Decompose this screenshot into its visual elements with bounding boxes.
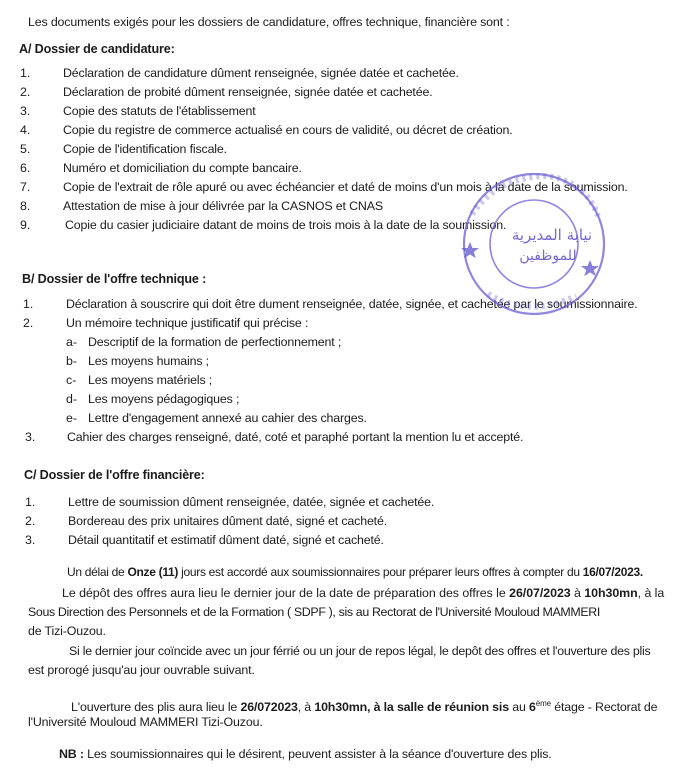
item-number: 9. — [20, 218, 31, 232]
sub-item-text: Lettre d'engagement annexé au cahier des charges. — [88, 411, 367, 425]
item-number: 7. — [20, 180, 31, 194]
section-b-title: B/ Dossier de l'offre technique : — [22, 272, 207, 286]
item-text: Copie de l'extrait de rôle apuré ou avec échéancier et daté de moins d'un mois à la date de la soumission. — [63, 180, 628, 194]
intro-text: Les documents exigés pour les dossiers de candidature, offres technique, financière sont : — [28, 15, 510, 29]
nb-text: Les soumissionnaires qui le désirent, peuvent assister à la séance d'ouverture des plis. — [83, 747, 552, 761]
sub-item-text: Les moyens matériels ; — [88, 373, 213, 387]
official-stamp — [458, 168, 610, 320]
item-number: 2. — [20, 85, 31, 99]
holiday-line-1: Si le dernier jour coïncide avec un jour férrié ou un jour de repos légal, le depôt des offres et l'ouverture des plis — [69, 644, 651, 658]
opening-sep: , à — [297, 700, 315, 715]
item-number: 1. — [25, 495, 36, 509]
section-a-title: A/ Dossier de candidature: — [19, 42, 175, 56]
holiday-line-2: est prorogé jusqu'au jour ouvrable suivant. — [28, 663, 255, 677]
nb-label: NB : — [59, 747, 84, 761]
sub-item-letter: d- — [66, 392, 78, 406]
deposit-text: Le dépôt des offres aura lieu le dernier jour de la date de préparation des offres le — [62, 586, 510, 600]
opening-line-2: l'Université Mouloud MAMMERI Tizi-Ouzou. — [28, 715, 263, 729]
item-text: Copie des statuts de l'établissement — [63, 104, 256, 118]
item-text: Bordereau des prix unitaires dûment daté, signé et cacheté. — [68, 514, 388, 528]
deposit-line-2: Sous Direction des Personnels et de la Formation ( SDPF ), sis au Rectorat de l'Université Mouloud MAMMERI — [28, 605, 600, 619]
item-text: Déclaration à souscrire qui doit être dument renseignée, datée, signée, et cachetée par le soumissionnaire. — [66, 297, 638, 311]
opening-text-end: étage - Rectorat de — [550, 700, 658, 715]
item-number: 1. — [23, 297, 34, 311]
sub-item-letter: e- — [66, 411, 78, 425]
item-text: Détail quantitatif et estimatif dûment daté, signé et cacheté. — [68, 533, 384, 547]
item-text: Attestation de mise à jour délivrée par la CASNOS et CNAS — [63, 199, 383, 213]
delay-text-start: Un délai de — [67, 565, 128, 579]
item-number: 6. — [20, 161, 31, 175]
sub-item-text: Les moyens pédagogiques ; — [88, 392, 240, 406]
nb-note — [59, 747, 552, 762]
section-c-title: C/ Dossier de l'offre financière: — [24, 468, 205, 482]
item-text: Lettre de soumission dûment renseignée, datée, signée et cachetée. — [68, 495, 435, 509]
item-text: Copie du casier judiciaire datant de moins de trois mois à la date de la soumission. — [65, 218, 507, 232]
item-text: Un mémoire technique justificatif qui précise : — [66, 316, 309, 330]
item-text: Cahier des charges renseigné, daté, coté et paraphé portant la mention lu et accepté. — [67, 430, 524, 444]
opening-text-au: au — [508, 700, 530, 715]
sub-item-text: Descriptif de la formation de perfectionnement ; — [88, 335, 342, 349]
deposit-time: 10h30mn — [584, 586, 638, 600]
delay-days: Onze (11) — [127, 565, 179, 579]
item-number: 1. — [20, 66, 31, 80]
item-number: 4. — [20, 123, 31, 137]
sub-item-text: Les moyens humains ; — [88, 354, 209, 368]
sub-item-letter: b- — [66, 354, 78, 368]
opening-line-1 — [71, 696, 657, 715]
stamp-line-2: للموظفين — [519, 248, 577, 264]
opening-date: 26/072023 — [240, 700, 298, 715]
deposit-line-1 — [62, 586, 664, 601]
item-number: 3. — [25, 533, 36, 547]
item-text: Déclaration de probité dûment renseignée, signée datée et cachetée. — [63, 85, 433, 99]
sub-item-letter: c- — [66, 373, 77, 387]
opening-text: L'ouverture des plis aura lieu le — [71, 700, 241, 715]
opening-floor: 6 — [529, 700, 536, 715]
sub-item-letter: a- — [66, 335, 78, 349]
item-text: Copie du registre de commerce actualisé en cours de validité, ou décret de création. — [63, 123, 513, 137]
item-number: 8. — [20, 199, 31, 213]
item-number: 3. — [25, 430, 36, 444]
deposit-text-at: à — [570, 586, 585, 600]
item-text: Déclaration de candidature dûment renseignée, signée datée et cachetée. — [63, 66, 459, 80]
deposit-text-end: , à la — [637, 586, 665, 600]
item-number: 5. — [20, 142, 31, 156]
delay-text-mid: jours est accordé aux soumissionnaires pour préparer leurs offres à compter du — [178, 565, 583, 579]
item-text: Copie de l'identification fiscale. — [63, 142, 227, 156]
item-number: 2. — [25, 514, 36, 528]
item-text: Numéro et domiciliation du compte bancaire. — [63, 161, 302, 175]
item-number: 2. — [23, 316, 34, 330]
delay-start-date: 16/07/2023. — [582, 565, 643, 579]
stamp-line-1: نيابة المديرية — [511, 226, 593, 244]
delay-paragraph — [67, 565, 643, 580]
deposit-line-3: de Tizi-Ouzou. — [28, 624, 106, 638]
opening-time-place: 10h30mn, à la salle de réunion sis — [314, 700, 509, 715]
deposit-date: 26/07/2023 — [509, 586, 571, 600]
item-number: 3. — [20, 104, 31, 118]
opening-floor-suffix: ème — [535, 699, 551, 708]
